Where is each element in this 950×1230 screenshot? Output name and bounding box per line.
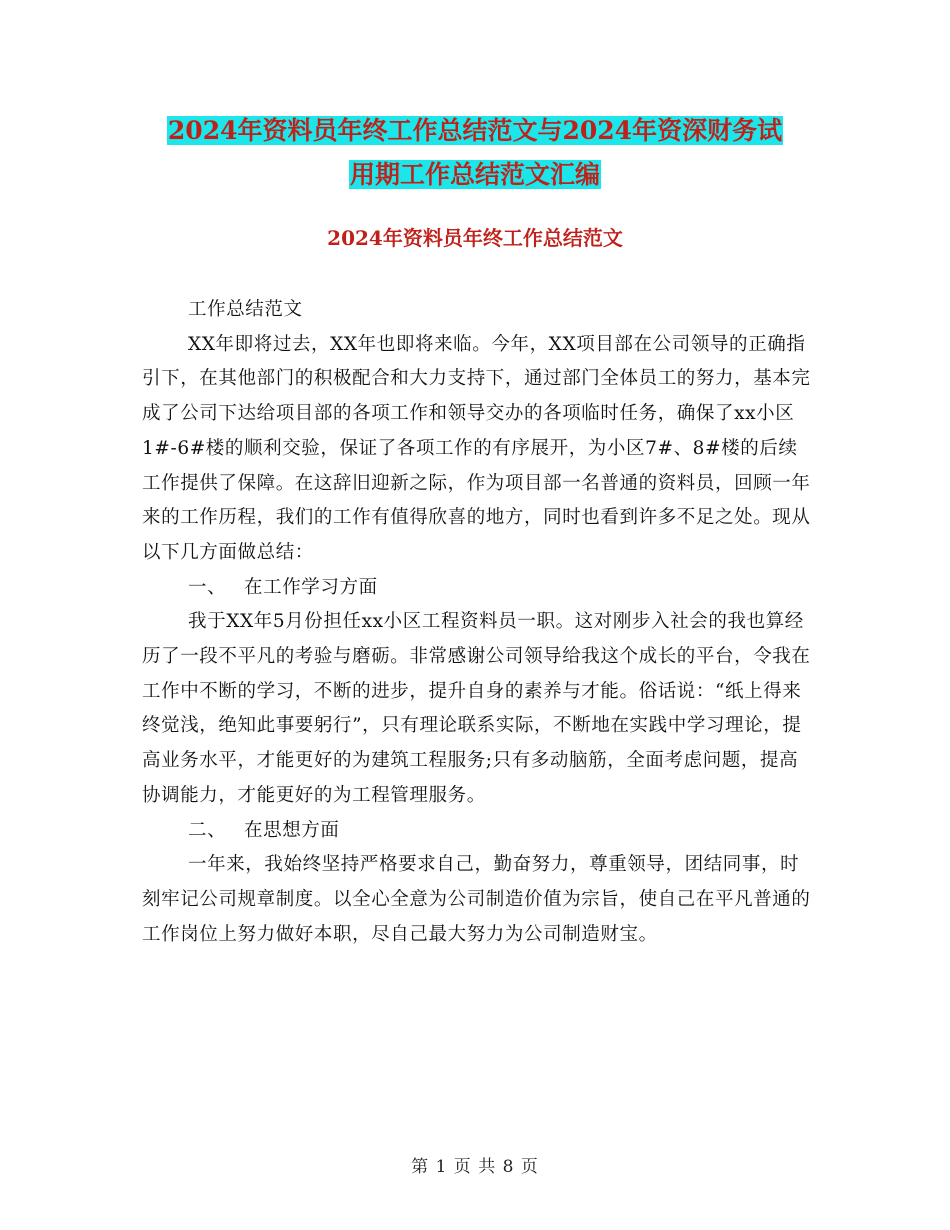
intro-label: 工作总结范文 [188, 299, 303, 320]
paragraph-2: 我于XX年5月份担任xx小区工程资料员一职。这对刚步入社会的我也算经历了一段不平凡的考验与磨砺。非常感谢公司领导给我这个成长的平台，令我在工作中不断的学习，不断的进步，提升自身的素养与才能。俗话说：“纸上得来终觉浅，绝知此事要躬行”，只有理论联系实际，不断地在实践中学习理论，提高业务水平，才能更好的为建筑工程服务;只有多动脑筋，全面考虑问题，提高协调能力，才能更好的为工程管理服务。 [142, 611, 811, 806]
title-highlight-2: 用期工作总结范文汇编 [349, 160, 600, 189]
document-title-line-1 [0, 112, 950, 150]
document-title-line-2 [0, 156, 950, 194]
document-body [142, 293, 814, 952]
heading-1 [142, 571, 814, 606]
heading-2 [142, 814, 814, 849]
page-footer: 第 1 页 共 8 页 [411, 1157, 539, 1177]
heading-1-text: 在工作学习方面 [244, 576, 378, 598]
title-highlight-1: 2024年资料员年终工作总结范文与2024年资深财务试 [167, 116, 783, 145]
heading-1-number: 一、 [188, 576, 227, 598]
heading-2-text: 在思想方面 [244, 819, 340, 841]
paragraph-3: 一年来，我始终坚持严格要求自己，勤奋努力，尊重领导，团结同事，时刻牢记公司规章制度。以全心全意为公司制造价值为宗旨，使自己在平凡普通的工作岗位上努力做好本职，尽自己最大努力为公司制造财宝。 [142, 854, 811, 945]
paragraph-1: XX年即将过去，XX年也即将来临。今年，XX项目部在公司领导的正确指引下，在其他部门的积极配合和大力支持下，通过部门全体员工的努力，基本完成了公司下达给项目部的各项工作和领导交办的各项临时任务，确保了xx小区1#-6#楼的顺利交验，保证了各项工作的有序展开，为小区7#、8#楼的后续工作提供了保障。在这辞旧迎新之际，作为项目部一名普通的资料员，回顾一年来的工作历程，我们的工作有值得欣喜的地方，同时也看到许多不足之处。现从以下几方面做总结： [142, 333, 811, 563]
heading-2-number: 二、 [188, 819, 227, 841]
section-title: 2024年资料员年终工作总结范文 [327, 226, 623, 250]
